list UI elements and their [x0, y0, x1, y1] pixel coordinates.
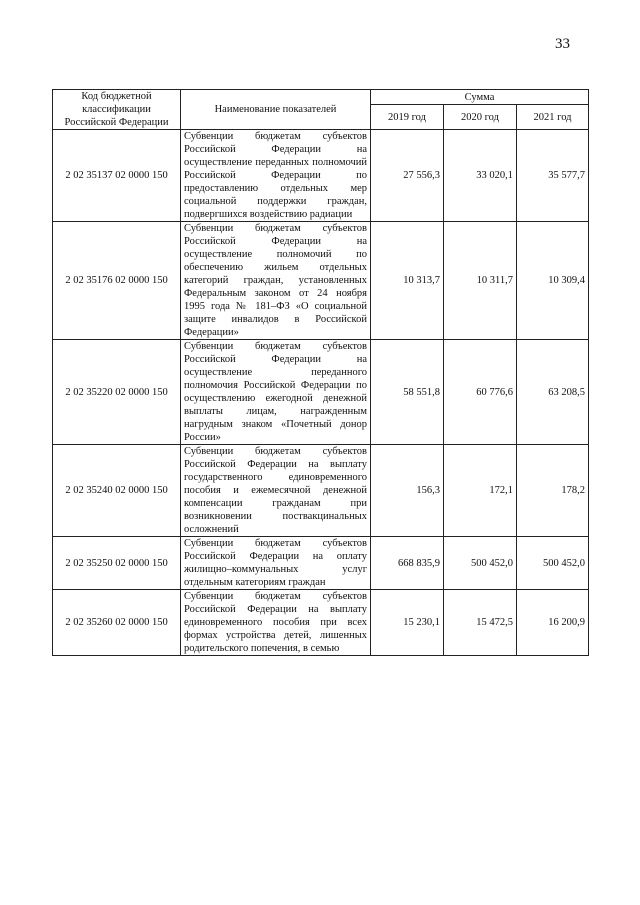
table-row	[53, 222, 589, 340]
row-value-2019: 156,3	[371, 445, 444, 537]
header-sum: Сумма	[371, 90, 589, 105]
table-row	[53, 590, 589, 656]
budget-table	[52, 89, 589, 656]
row-value-2020: 15 472,5	[444, 590, 517, 656]
row-value-2021: 10 309,4	[517, 222, 589, 340]
header-year-2020: 2020 год	[444, 105, 517, 130]
row-value-2021: 35 577,7	[517, 130, 589, 222]
row-value-2021: 16 200,9	[517, 590, 589, 656]
header-row-1	[53, 90, 589, 105]
header-code: Код бюджетной классификации Российской Федерации	[53, 90, 181, 130]
table-row	[53, 445, 589, 537]
row-value-2019: 10 313,7	[371, 222, 444, 340]
row-value-2019: 58 551,8	[371, 340, 444, 445]
row-value-2019: 27 556,3	[371, 130, 444, 222]
row-name: Субвенции бюджетам субъектов Российской Федерации на выплату единовременного пособия при всех формах устройства детей, лишенных родительского попечения, в семью	[181, 590, 371, 656]
row-code: 2 02 35137 02 0000 150	[53, 130, 181, 222]
row-value-2020: 33 020,1	[444, 130, 517, 222]
page-number: 33	[555, 36, 570, 52]
row-code: 2 02 35250 02 0000 150	[53, 537, 181, 590]
row-value-2021: 500 452,0	[517, 537, 589, 590]
row-value-2020: 10 311,7	[444, 222, 517, 340]
row-code: 2 02 35240 02 0000 150	[53, 445, 181, 537]
header-year-2021: 2021 год	[517, 105, 589, 130]
header-name: Наименование показателей	[181, 90, 371, 130]
table-row	[53, 340, 589, 445]
row-value-2020: 60 776,6	[444, 340, 517, 445]
row-name: Субвенции бюджетам субъектов Российской Федерации на оплату жилищно–коммунальных услуг отдельным категориям граждан	[181, 537, 371, 590]
row-code: 2 02 35260 02 0000 150	[53, 590, 181, 656]
row-name: Субвенции бюджетам субъектов Российской Федерации на выплату государственного единовременного пособия и ежемесячной денежной компенсации гражданам при возникновении поствакцинальных осложнений	[181, 445, 371, 537]
row-name: Субвенции бюджетам субъектов Российской Федерации на осуществление полномочий по обеспечению жильем отдельных категорий граждан, установленных Федеральным законом от 24 ноября 1995 года № 181–ФЗ «О социальной защите инвалидов в Российской Федерации»	[181, 222, 371, 340]
row-code: 2 02 35176 02 0000 150	[53, 222, 181, 340]
row-value-2019: 668 835,9	[371, 537, 444, 590]
table-row	[53, 130, 589, 222]
row-code: 2 02 35220 02 0000 150	[53, 340, 181, 445]
row-value-2021: 63 208,5	[517, 340, 589, 445]
row-value-2020: 500 452,0	[444, 537, 517, 590]
row-value-2020: 172,1	[444, 445, 517, 537]
table-row	[53, 537, 589, 590]
row-value-2021: 178,2	[517, 445, 589, 537]
row-name: Субвенции бюджетам субъектов Российской Федерации на осуществление переданных полномочий Российской Федерации по предоставлению отдельных мер социальной поддержки граждан, подвергшихся воздействию радиации	[181, 130, 371, 222]
row-value-2019: 15 230,1	[371, 590, 444, 656]
header-year-2019: 2019 год	[371, 105, 444, 130]
row-name: Субвенции бюджетам субъектов Российской Федерации на осуществление переданного полномочия Российской Федерации по осуществлению ежегодной денежной выплаты лицам, награжденным нагрудным знаком «Почетный донор России»	[181, 340, 371, 445]
